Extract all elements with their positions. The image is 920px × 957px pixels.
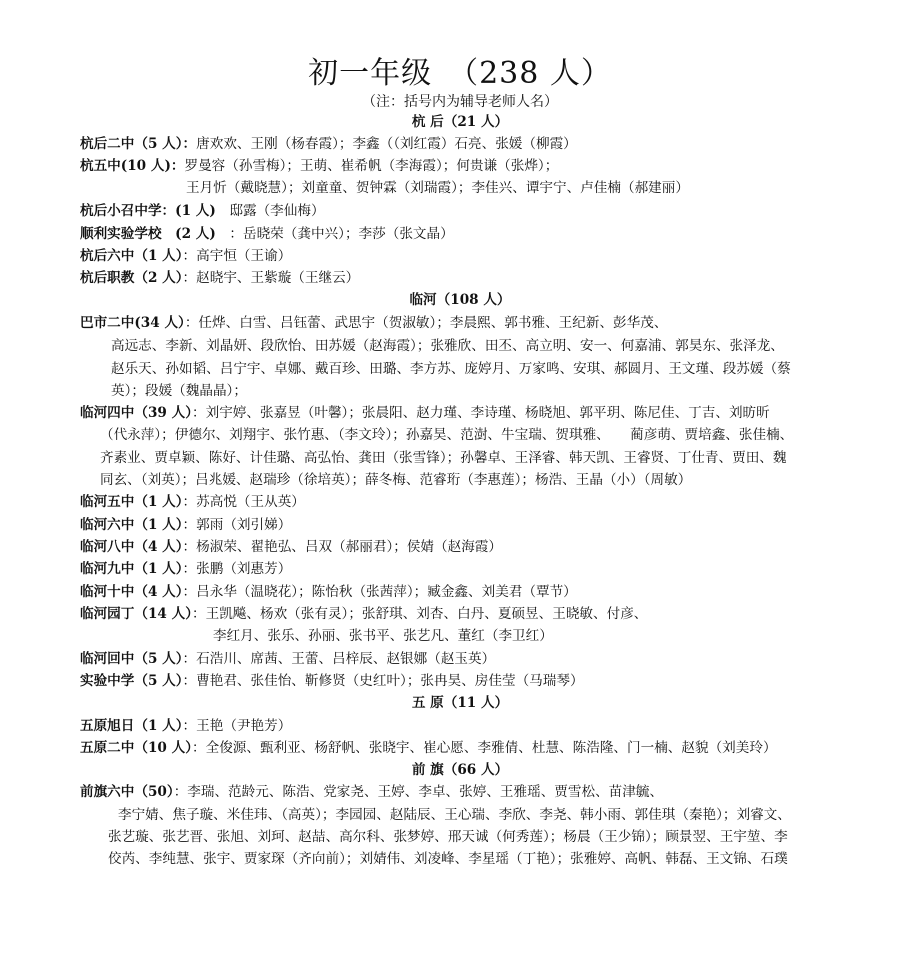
list-item [80, 737, 912, 759]
list-item [80, 581, 912, 603]
list-item [80, 312, 912, 334]
school-name: 杭五中(10 人)： [80, 158, 185, 174]
list-item [80, 648, 912, 670]
student-names: ：杨淑荣、翟艳弘、吕双（郝丽君）；侯婧（赵海霞） [182, 539, 502, 555]
school-name: 临河回中（5 人） [80, 651, 183, 667]
list-item-continuation [111, 335, 911, 357]
list-item-continuation [118, 804, 912, 826]
school-name: 五原二中（10 人） [80, 740, 193, 756]
student-names: 罗曼容（孙雪梅）；王萌、崔希帆（李海霞）；何贵谦（张烨）； [184, 158, 559, 174]
school-name: 杭后小召中学：(1 人) [80, 203, 216, 219]
school-name: 前旗六中（50） [80, 784, 174, 800]
student-names: ：苏高悦（王从英） [182, 494, 305, 510]
list-item [80, 781, 912, 803]
student-names: ：任烨、白雪、吕钰蕾、武思宇（贺淑敏）；李晨熙、郭书雅、王纪新、彭华茂、 [184, 315, 668, 331]
student-names: 佼芮、李纯慧、张宇、贾家琛（齐向前）；刘婧伟、刘凌峰、李星瑶（丁艳）；张雅婷、高帆、韩磊、王文锦、石璞 [108, 851, 788, 867]
school-name: 临河五中（1 人） [80, 494, 183, 510]
school-name: 临河园丁（14 人） [80, 606, 193, 622]
section-heading-wuyuan: 五 原（11 人） [411, 695, 509, 711]
student-names: ：赵晓宇、王紫璇（王继云） [182, 270, 360, 286]
list-item-continuation [100, 469, 912, 491]
list-item-continuation [108, 826, 912, 848]
page-title: 初一年级 （238 人） [308, 56, 612, 91]
list-item [80, 491, 912, 513]
school-name: 临河四中（39 人） [80, 405, 193, 421]
list-item-continuation [111, 358, 911, 380]
student-names: ：石浩川、席茜、王蕾、吕梓辰、赵银娜（赵玉英） [182, 651, 496, 667]
school-name: 顺利实验学校 (2 人) [80, 226, 230, 242]
school-name: 临河九中（1 人） [80, 561, 183, 577]
school-name: 巴市二中(34 人） [80, 315, 185, 331]
list-item [80, 514, 912, 536]
student-names: ：王凯飚、杨欢（张有灵）；张舒琪、刘杏、白丹、夏硕昱、王晓敏、付彦、 [192, 606, 648, 622]
student-names: 唐欢欢、王刚（杨春霞）；李鑫（（刘红霞）石亮、张媛（柳霞） [196, 136, 577, 152]
list-item [80, 223, 912, 245]
school-name: 临河十中（4 人） [80, 584, 183, 600]
list-item-continuation [186, 177, 911, 199]
school-name: 杭后职教（2 人） [80, 270, 183, 286]
student-names: ：李瑞、范龄元、陈浩、党家尧、王婷、李卓、张婷、王雅瑶、贾雪松、苗津毓、 [173, 784, 664, 800]
list-item [80, 200, 912, 222]
list-item [80, 558, 912, 580]
student-names: ：岳晓荣（龚中兴）；李莎（张文晶） [229, 226, 454, 242]
student-names: 赵乐天、孙如韬、吕宁宇、卓娜、戴百珍、田璐、李方苏、庞婷月、万家鸣、安琪、郝圆月、王文瑾、段苏媛（蔡 [111, 361, 791, 377]
student-names: 邸露（李仙梅） [215, 203, 325, 219]
list-item [80, 245, 912, 267]
list-item [80, 670, 912, 692]
student-names: 同玄、（刘英）；吕兆媛、赵瑞珍（徐培英）；薛冬梅、范睿珩（李惠莲）；杨浩、王晶（小）（周敏） [100, 472, 692, 488]
school-name: 临河六中（1 人） [80, 517, 183, 533]
list-item-continuation [100, 424, 912, 446]
section-heading-qianqi: 前 旗（66 人） [411, 762, 509, 778]
student-names: 张艺璇、张艺晋、张旭、刘珂、赵喆、高尔科、张梦婷、邢天诚（何秀莲）；杨晨（王少锦）；顾景翌、王宇堃、李 [108, 829, 788, 845]
student-names: ：全俊源、甄利亚、杨舒帆、张晓宇、崔心愿、李雅倩、杜慧、陈浩隆、门一楠、赵貌（刘美玲） [192, 740, 777, 756]
student-names: ：高宇恒（王谕） [182, 248, 292, 264]
student-names: （代永萍）；伊德尔、刘翔宇、张竹惠、（李文玲）；孙嘉昊、范澍、牛宝瑞、贺琪雅、 蔺彦萌、贾培鑫、张佳楠、 [100, 427, 794, 443]
school-name: 杭后二中（5 人）： [80, 136, 197, 152]
school-name: 五原旭日（1 人） [80, 718, 183, 734]
list-item [80, 603, 912, 625]
list-item-continuation [108, 848, 912, 870]
section-heading-linhe: 临河（108 人） [409, 292, 511, 308]
list-item-continuation [213, 625, 912, 647]
student-names: ：张鹏（刘惠芳） [182, 561, 292, 577]
section-heading-hanghou: 杭 后（21 人） [411, 114, 509, 130]
student-names: 王月忻（戴晓慧）；刘童童、贺钟霖（刘瑞霞）；李佳兴、谭宇宁、卢佳楠（郝建丽） [186, 180, 689, 196]
student-names: 英）；段媛（魏晶晶）； [111, 383, 247, 399]
student-names: ：王艳（尹艳芳） [182, 718, 292, 734]
list-item-continuation [111, 380, 911, 402]
student-names: 李宁婧、焦子璇、米佳玮、（高英）；李园园、赵陆辰、王心瑞、李欣、李尧、韩小雨、郭佳琪（秦艳）；刘睿文、 [118, 807, 791, 823]
page-note: （注：括号内为辅导老师人名） [362, 94, 558, 110]
student-names: ：郭雨（刘引娣） [182, 517, 292, 533]
list-item [80, 402, 912, 424]
student-names: 齐素业、贾卓颖、陈好、计佳璐、高弘怡、龚田（张雪锋）；孙馨卓、王泽睿、韩天凯、王睿贤、丁仕青、贾田、魏 [100, 450, 787, 466]
list-item [80, 715, 912, 737]
list-item [80, 536, 912, 558]
list-item [80, 155, 912, 177]
school-name: 临河八中（4 人） [80, 539, 183, 555]
list-item [80, 267, 912, 289]
school-name: 实验中学（5 人） [80, 673, 183, 689]
student-names: 李红月、张乐、孙丽、张书平、张艺凡、董红（李卫红） [213, 628, 553, 644]
student-names: 高远志、李新、刘晶妍、段欣怡、田苏媛（赵海霞）；张雅欣、田丕、高立明、安一、何嘉浦、郭昊东、张泽龙、 [111, 338, 784, 354]
student-names: ：刘宇婷、张嘉昱（叶馨）；张晨阳、赵力瑾、李诗瑾、杨晓旭、郭平玥、陈尼佳、丁吉、刘昉昕 [192, 405, 770, 421]
school-name: 杭后六中（1 人） [80, 248, 183, 264]
list-item-continuation [100, 447, 912, 469]
student-names: ：吕永华（温晓花）；陈怡秋（张茜萍）；臧金鑫、刘美君（覃节） [182, 584, 577, 600]
student-names: ：曹艳君、张佳怡、靳修贤（史红叶）；张冉昊、房佳莹（马瑞琴） [182, 673, 584, 689]
list-item [80, 133, 912, 155]
